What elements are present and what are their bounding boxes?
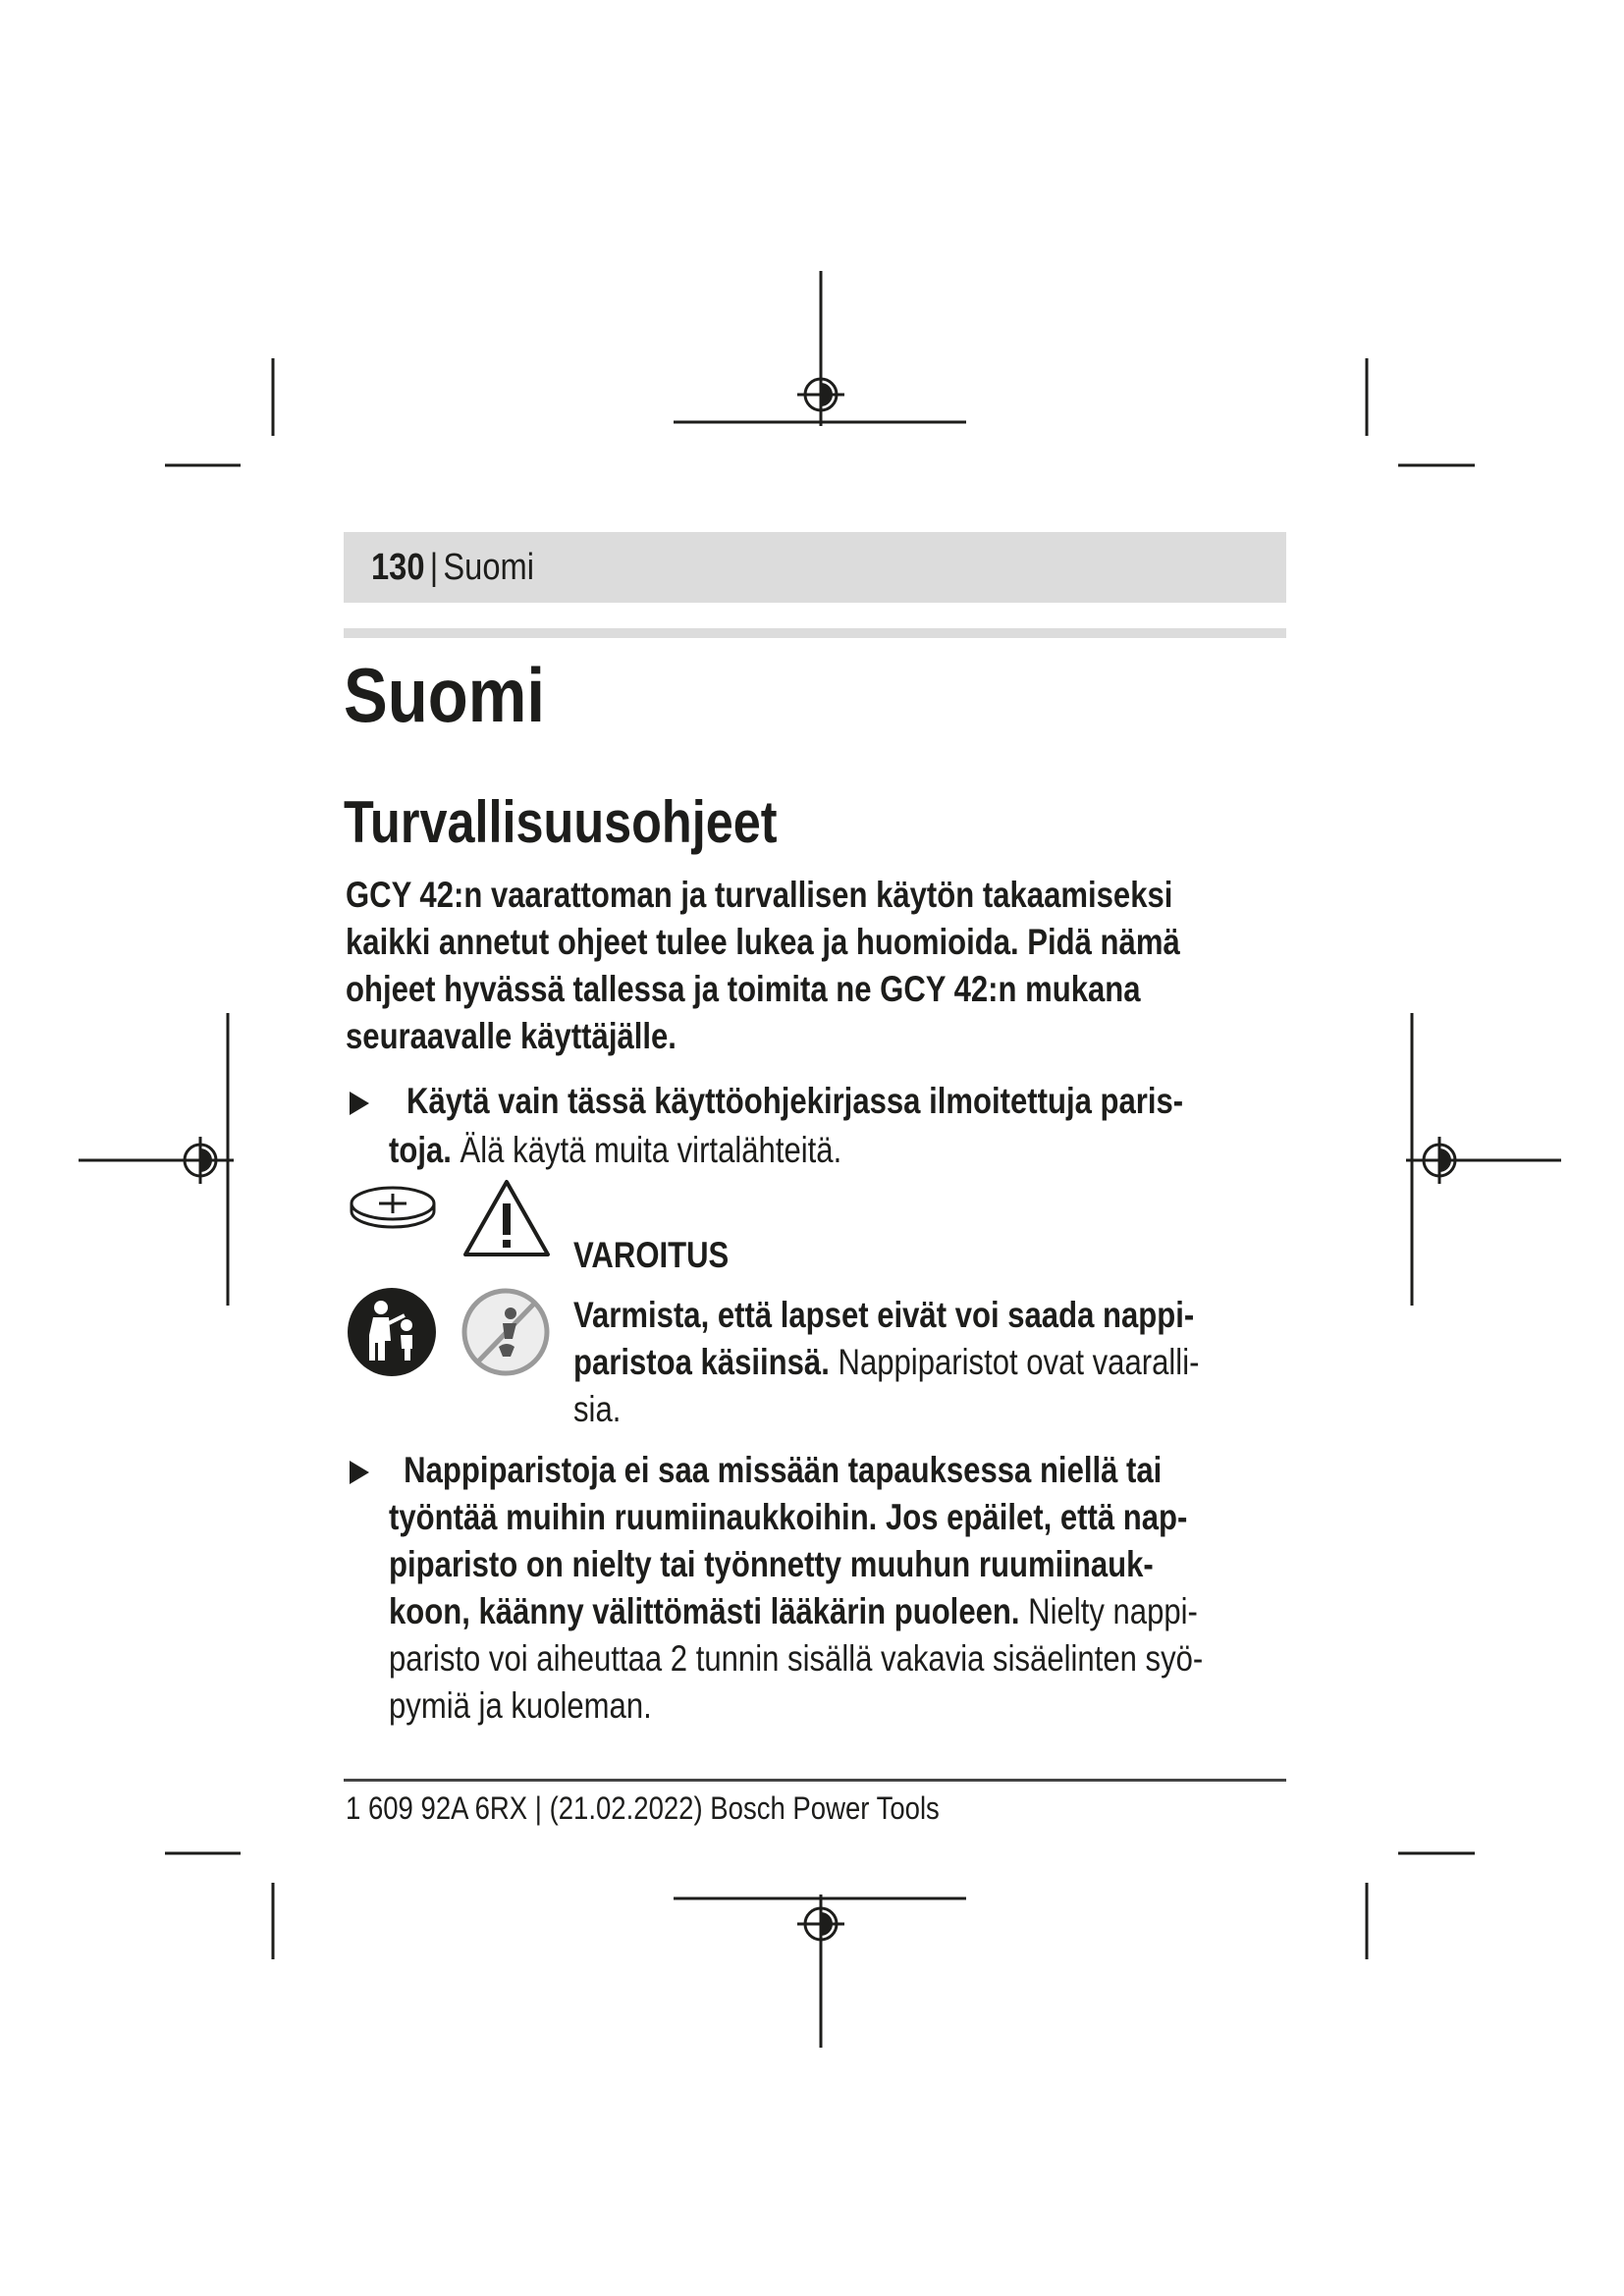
warning-line [573,1339,1291,1386]
intro-line: seuraavalle käyttäjälle. [346,1016,677,1056]
coin-battery-icon [346,1180,440,1233]
warning-line [573,1292,1291,1339]
header-rule [344,628,1286,638]
warning-text-bold: Varmista, että lapset eivät voi saada nappi- [573,1295,1195,1335]
footer-date: (21.02.2022) [549,1790,703,1826]
intro-paragraph [346,872,1277,1060]
bullet-arrow-icon [350,1092,369,1115]
bullet-line [389,1682,1321,1730]
bullet-text-bold: koon, käänny välittömästi lääkärin puoleen. [389,1591,1020,1631]
warning-triangle-icon [461,1178,552,1258]
bullet-text: paristo voi aiheuttaa 2 tunnin sisällä vakavia sisäelinten syö- [389,1638,1204,1679]
bullet-text-bold: piparisto on nielty tai työnnetty muuhun ruumiinauk- [389,1544,1154,1584]
page-number: 130 [371,547,425,588]
footer-brand: Bosch Power Tools [710,1790,940,1826]
bullet-text-bold: työntää muihin ruumiinaukkoihin. Jos epäilet, että nap- [389,1497,1188,1537]
warning-text: Nappiparistot ovat vaaralli- [829,1342,1200,1382]
section-heading: Turvallisuusohjeet [344,789,778,855]
registration-mark-top [674,271,966,426]
bullet-line [389,1635,1321,1682]
bullet-text: Älä käytä muita virtalähteitä. [451,1130,842,1170]
do-not-swallow-icon [460,1286,552,1378]
bullet-text: Nielty nappi- [1019,1591,1198,1631]
footer-separator: | [534,1790,542,1826]
bullet-text: pymiä ja kuoleman. [389,1685,652,1726]
bullet-line [389,1127,841,1174]
intro-line: ohjeet hyvässä tallessa ja toimita ne GCY 42:n mukana [346,969,1141,1009]
bullet-line [389,1588,1321,1635]
page-title: Suomi [344,652,545,738]
footer-rule [344,1779,1286,1782]
page-header [371,546,534,589]
bullet-line [389,1541,1321,1588]
intro-line: kaikki annetut ohjeet tulee lukea ja huomioida. Pidä nämä [346,922,1180,962]
registration-mark-bottom [674,1895,966,2048]
bullet-text-bold: toja. [389,1130,452,1170]
bullet-arrow-icon [350,1461,369,1484]
warning-heading: VAROITUS [573,1235,730,1275]
page-footer [346,1789,940,1828]
document-code: 1 609 92A 6RX [346,1790,528,1826]
intro-line: GCY 42:n vaarattoman ja turvallisen käytön takaamiseksi [346,875,1173,915]
bullet-line [389,1447,1321,1494]
header-separator: | [429,547,439,588]
bullet-text-bold: Käytä vain tässä käyttöohjekirjassa ilmoitettuja paris- [406,1081,1184,1121]
bullet-line [406,1078,1183,1125]
header-section: Suomi [443,547,534,588]
warning-text-bold: paristoa käsiinsä. [573,1342,830,1382]
bullet-text-bold: Nappiparistoja ei saa missään tapauksessa niellä tai [404,1450,1163,1490]
registration-mark-right [1406,1013,1561,1306]
warning-body [573,1292,1291,1433]
bullet-paragraph [389,1447,1321,1730]
warning-line [573,1386,1291,1433]
keep-away-from-children-icon [346,1286,438,1378]
warning-text: sia. [573,1389,622,1429]
bullet-line [389,1494,1321,1541]
